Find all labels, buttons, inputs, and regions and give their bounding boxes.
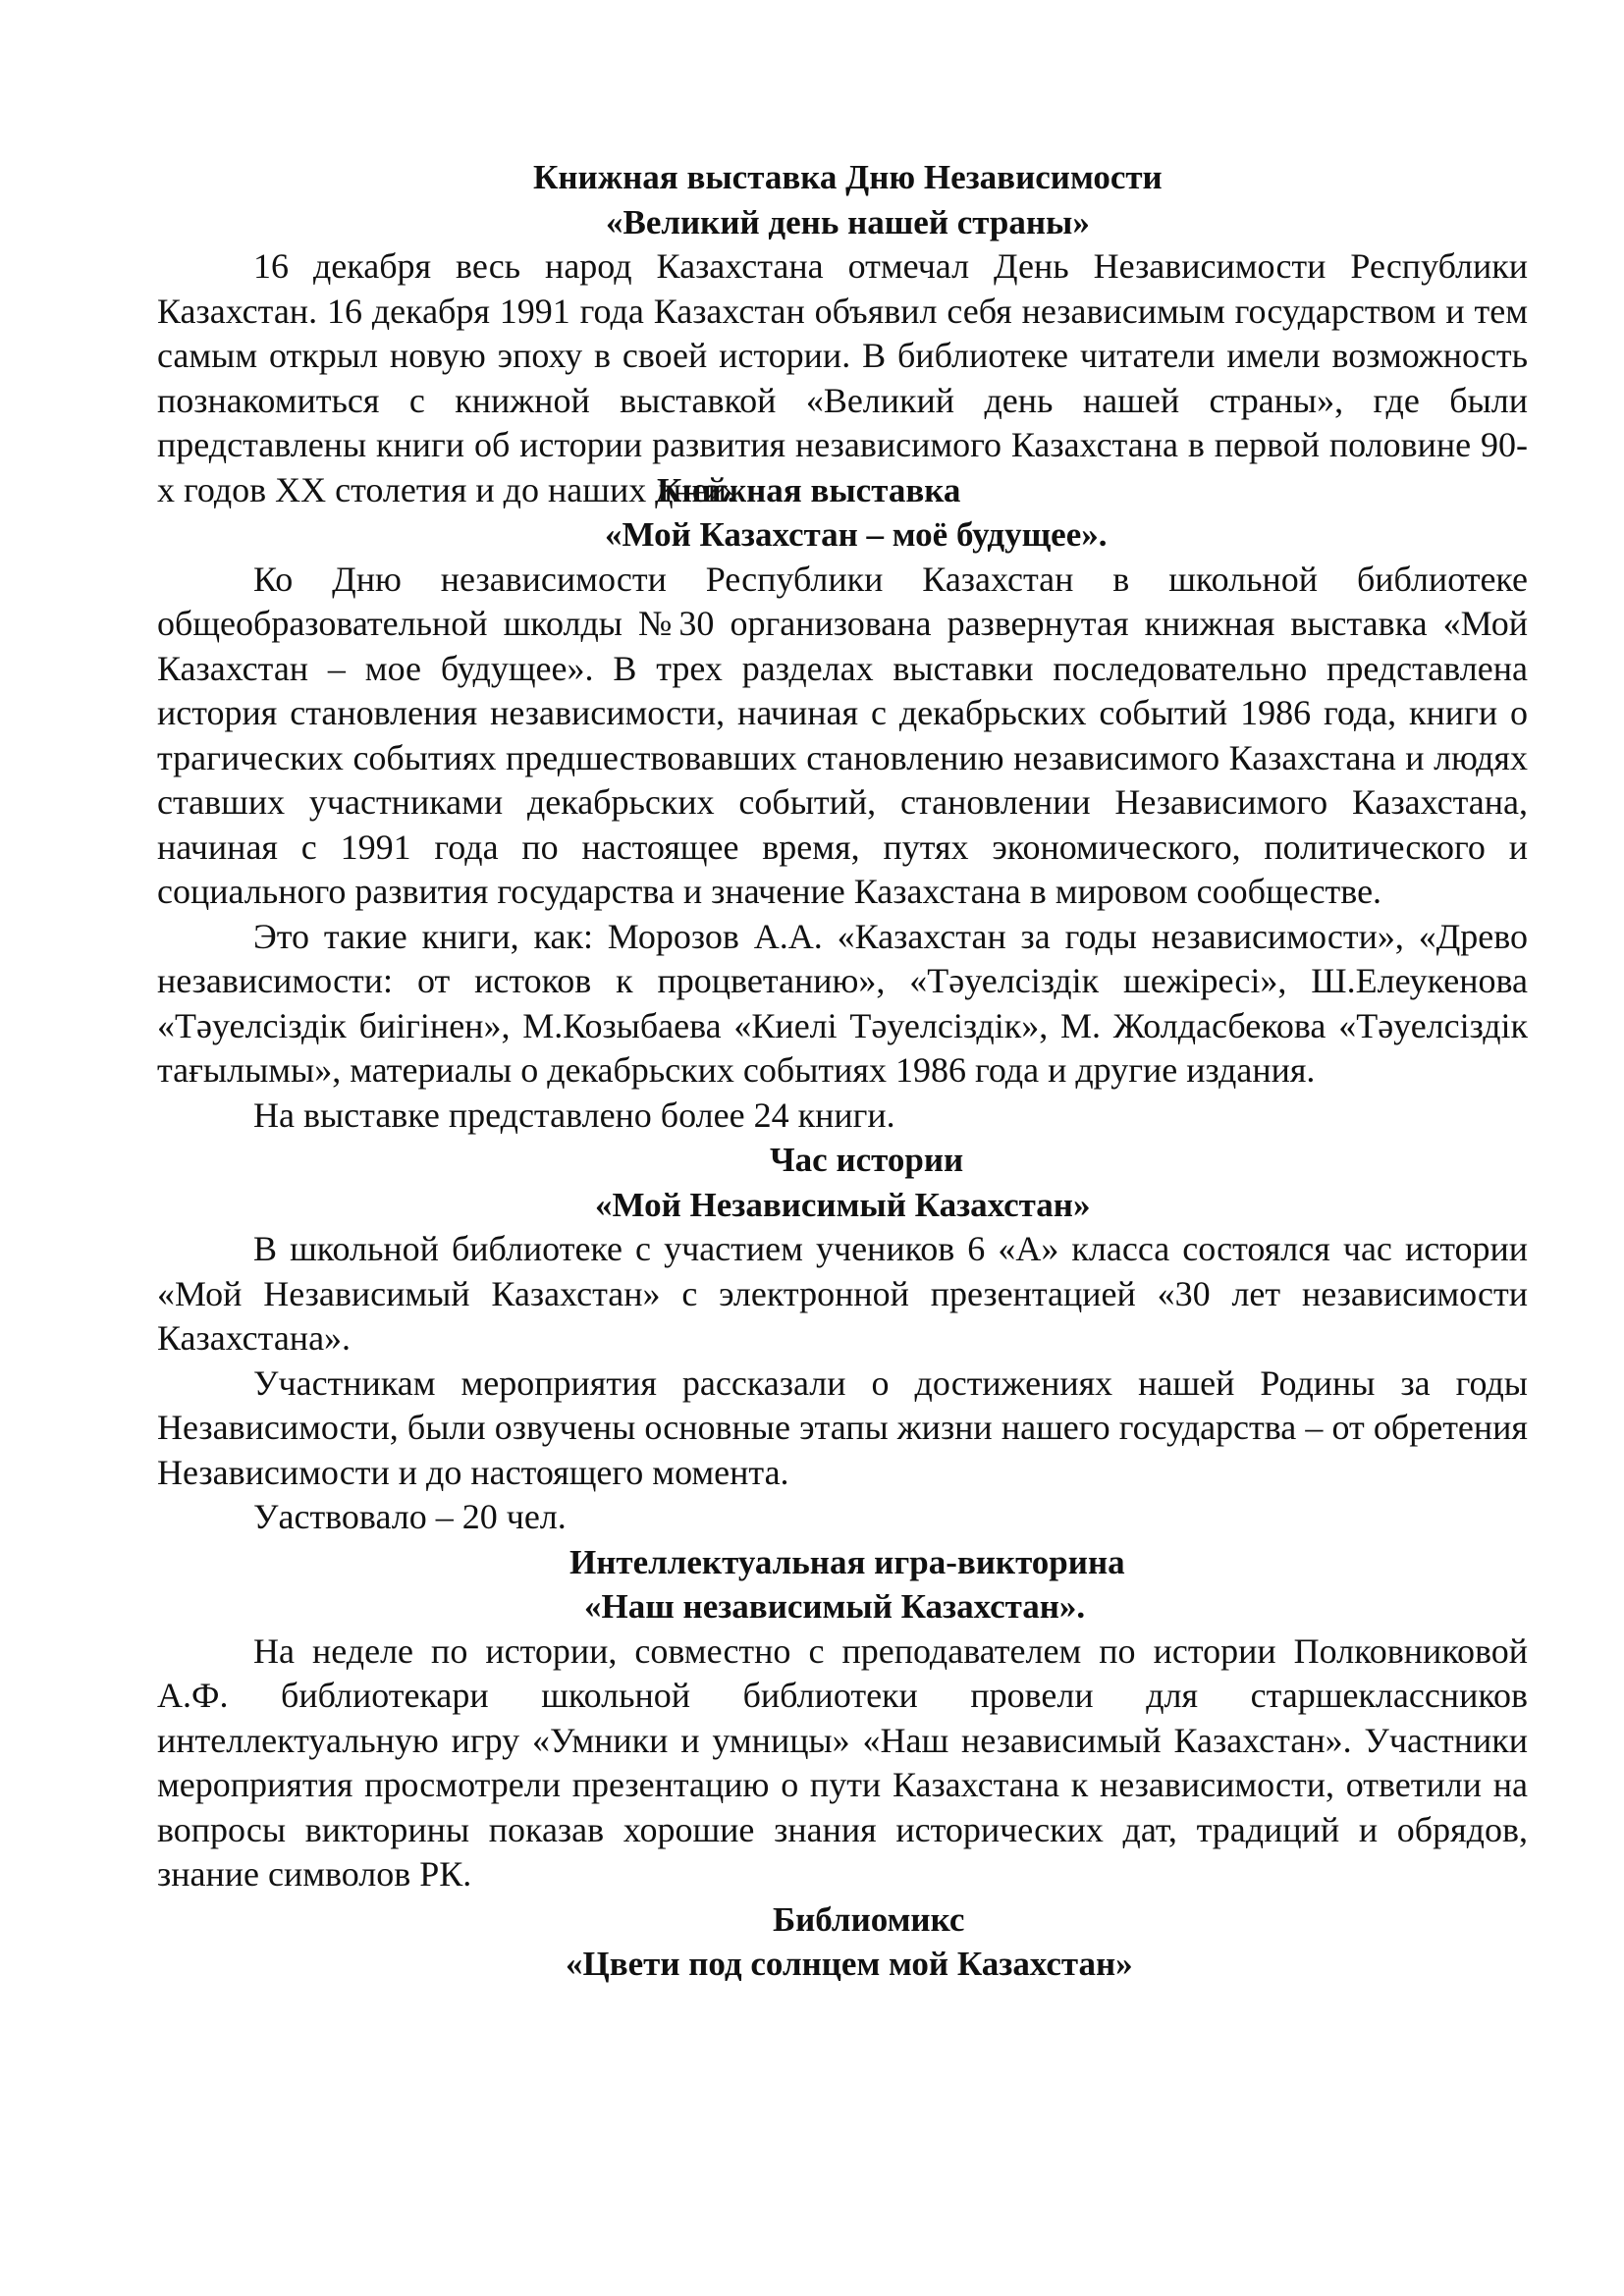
heading-line: «Великий день нашей страны» <box>606 202 1090 241</box>
paragraph <box>157 1629 1528 1897</box>
heading-line: Книжная выставка <box>657 470 961 509</box>
paragraph <box>157 1094 1528 1139</box>
paragraph <box>157 915 1528 1094</box>
heading-line: Книжная выставка Дню Независимости <box>533 158 1163 196</box>
paragraph-text: Это такие книги, как: Морозов А.А. «Казахстан за годы независимости», «Древо независимости: от истоков к процветанию», «Тәуелсіздік шежіресі», Ш.Елеукенова «Тәуелсіздік биігінен», М.Козыбаева «Киелі Тәуелсіздік», М. Жолдасбекова «Тәуелсіздік тағылымы», материалы о декабрьских событиях 1986 года и другие издания. <box>157 916 1528 1090</box>
paragraph-text: На неделе по истории, совместно с преподавателем по истории Полковниковой А.Ф. библиотекари школьной библиотеки провели для старшеклассников интеллектуальную игру «Умники и умницы» «Наш независимый Казахстан». Участники мероприятия просмотрели презентацию о пути Казахстана к независимости, ответили на вопросы викторины показав хорошие знания исторических дат, традиций и обрядов, знание символов РК. <box>157 1630 1528 1894</box>
paragraph-text: 16 декабря весь народ Казахстана отмечал День Независимости Республики Казахстан. 16 декабря 1991 года Казахстан объявил себя независимым государством и тем самым открыл новую эпоху в своей истории. В библиотеке читатели имели возможность познакомиться с книжной выставкой «Великий день нашей страны», где были представлены книги об истории развития независимого Казахстана в первой половине 90-х годов XX столетия и до наших дней. <box>157 246 1528 509</box>
paragraph-text: В школьной библиотеке с участием учеников 6 «А» класса состоялся час истории «Мой Независимый Казахстан» с электронной презентацией «30 лет независимости Казахстана». <box>157 1229 1528 1358</box>
heading-line: «Наш независимый Казахстан». <box>584 1587 1086 1626</box>
paragraph-text: Ко Дню независимости Республики Казахстан в школьной библиотеке общеобразовательной школды №30 организована развернутая книжная выставка «Мой Казахстан – мое будущее». В трех разделах выставки последовательно представлена история становления независимости, начиная с декабрьских событий 1986 года, книги о трагических событиях предшествовавших становлению независимого Казахстана и людях ставших участниками декабрьских событий, становлении Независимого Казахстана, начиная с 1991 года по настоящее время, путях экономического, политического и социального развития государства и значение Казахстана в мировом сообществе. <box>157 559 1528 911</box>
paragraph <box>157 1495 1528 1540</box>
heading-line: «Цвети под солнцем мой Казахстан» <box>566 1945 1133 1983</box>
paragraph-text: Участникам мероприятия рассказали о достижениях нашей Родины за годы Независимости, были озвучены основные этапы жизни нашего государства – от обретения Независимости и до настоящего момента. <box>157 1362 1528 1492</box>
section-heading-bibliomix <box>157 1897 1528 1987</box>
document-page <box>157 155 1528 1987</box>
heading-line: «Мой Казахстан – моё будущее». <box>605 515 1108 554</box>
paragraph <box>157 1362 1528 1496</box>
paragraph <box>157 1227 1528 1362</box>
section-heading-intellectual-quiz <box>157 1540 1528 1629</box>
paragraph-text: Уаствовало – 20 чел. <box>253 1497 567 1536</box>
paragraph-text: На выставке представлено более 24 книги. <box>253 1095 895 1135</box>
paragraph <box>157 558 1528 915</box>
heading-line: Час истории <box>770 1141 964 1179</box>
heading-line: «Мой Независимый Казахстан» <box>595 1185 1091 1224</box>
section-heading-book-exhibition-independence-day <box>157 155 1528 244</box>
heading-line: Библиомикс <box>773 1899 965 1939</box>
section-heading-history-hour <box>157 1138 1528 1227</box>
heading-line: Интеллектуальная игра-викторина <box>569 1542 1125 1581</box>
